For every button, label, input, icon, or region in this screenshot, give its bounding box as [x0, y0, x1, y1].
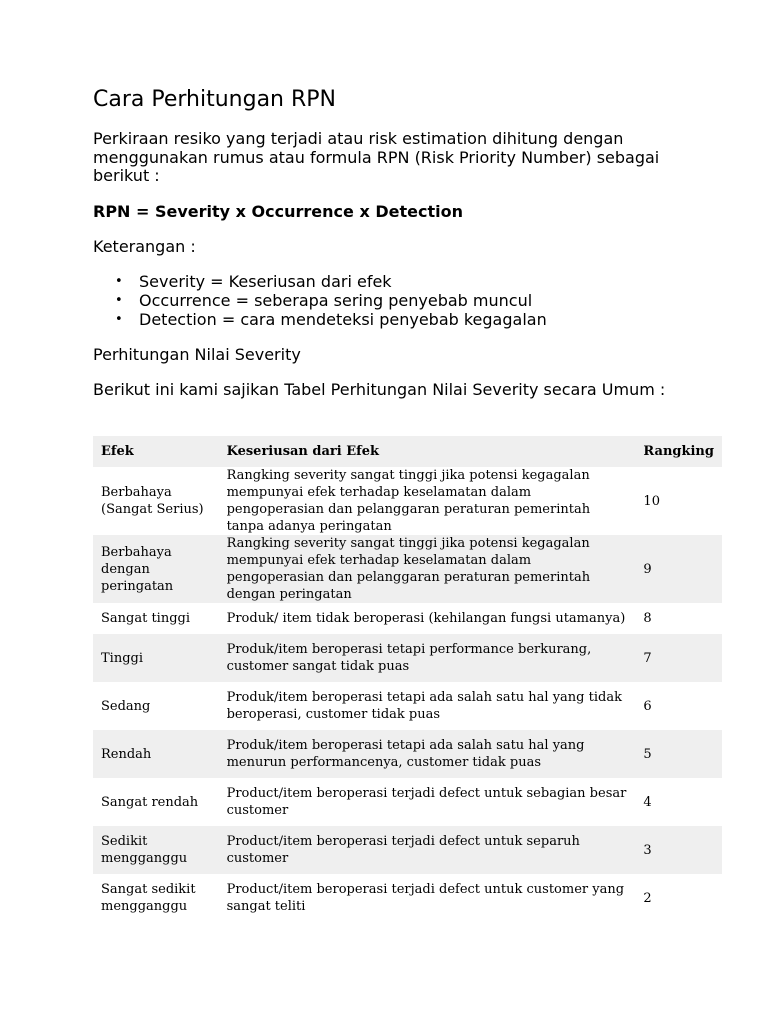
table-row — [93, 467, 722, 535]
table-row — [93, 874, 722, 922]
table-row — [93, 535, 722, 603]
page-title: Cara Perhitungan RPN — [93, 87, 336, 112]
cell-desc: Product/item beroperasi terjadi defect untuk sebagian besar customer — [219, 778, 636, 826]
cell-desc: Rangking severity sangat tinggi jika potensi kegagalan mempunyai efek terhadap keselamatan dalam pengoperasian dan pelanggaran peraturan pemerintah dengan peringatan — [219, 535, 636, 603]
cell-desc: Produk/ item tidak beroperasi (kehilangan fungsi utamanya) — [219, 603, 636, 634]
section-subheading: Perhitungan Nilai Severity — [93, 345, 301, 364]
table-row — [93, 682, 722, 730]
table-row — [93, 778, 722, 826]
cell-rank: 2 — [635, 874, 722, 922]
cell-rank: 8 — [635, 603, 722, 634]
bullet-icon: • — [115, 293, 123, 308]
cell-efek: Sangat rendah — [93, 778, 219, 826]
term: Occurrence — [139, 291, 231, 310]
intro-paragraph: Perkiraan resiko yang terjadi atau risk estimation dihitung dengan menggunakan rumus atau formula RPN (Risk Priority Number) sebagai berikut : — [93, 129, 660, 185]
cell-rank: 4 — [635, 778, 722, 826]
cell-rank: 10 — [635, 467, 722, 535]
table-header-row — [93, 436, 722, 467]
column-header-rangking: Rangking — [635, 436, 722, 467]
cell-efek: Sangat sedikit mengganggu — [93, 874, 219, 922]
cell-rank: 3 — [635, 826, 722, 874]
table-row — [93, 603, 722, 634]
cell-desc: Produk/item beroperasi tetapi ada salah satu hal yang menurun performancenya, customer tidak puas — [219, 730, 636, 778]
term: Severity — [139, 272, 206, 291]
cell-efek: Berbahaya dengan peringatan — [93, 535, 219, 603]
term-description: Keseriusan dari efek — [228, 272, 392, 291]
cell-efek: Sedikit mengganggu — [93, 826, 219, 874]
separator: = — [205, 272, 229, 291]
cell-desc: Product/item beroperasi terjadi defect untuk customer yang sangat teliti — [219, 874, 636, 922]
column-header-efek: Efek — [93, 436, 219, 467]
cell-rank: 5 — [635, 730, 722, 778]
cell-efek: Rendah — [93, 730, 219, 778]
rpn-formula: RPN = Severity x Occurrence x Detection — [93, 202, 463, 221]
list-item — [93, 291, 547, 310]
definition-list — [93, 272, 547, 329]
table-row — [93, 730, 722, 778]
term: Detection — [139, 310, 217, 329]
table-row — [93, 826, 722, 874]
list-item — [93, 272, 547, 291]
cell-rank: 7 — [635, 634, 722, 682]
severity-table — [93, 436, 722, 922]
cell-desc: Rangking severity sangat tinggi jika potensi kegagalan mempunyai efek terhadap keselamatan dalam pengoperasian dan pelanggaran peraturan pemerintah tanpa adanya peringatan — [219, 467, 636, 535]
cell-desc: Produk/item beroperasi tetapi performance berkurang, customer sangat tidak puas — [219, 634, 636, 682]
term-description: cara mendeteksi penyebab kegagalan — [240, 310, 547, 329]
term-description: seberapa sering penyebab muncul — [254, 291, 533, 310]
bullet-icon: • — [115, 274, 123, 289]
cell-desc: Produk/item beroperasi tetapi ada salah satu hal yang tidak beroperasi, customer tidak puas — [219, 682, 636, 730]
cell-rank: 9 — [635, 535, 722, 603]
separator: = — [216, 310, 241, 329]
list-item — [93, 310, 547, 329]
cell-efek: Sangat tinggi — [93, 603, 219, 634]
cell-desc: Product/item beroperasi terjadi defect untuk separuh customer — [219, 826, 636, 874]
cell-efek: Sedang — [93, 682, 219, 730]
column-header-keseriusan: Keseriusan dari Efek — [219, 436, 636, 467]
table-row — [93, 634, 722, 682]
cell-efek: Tinggi — [93, 634, 219, 682]
table-intro-paragraph: Berikut ini kami sajikan Tabel Perhitungan Nilai Severity secara Umum : — [93, 380, 666, 399]
separator: = — [230, 291, 255, 310]
cell-rank: 6 — [635, 682, 722, 730]
bullet-icon: • — [115, 312, 123, 327]
cell-efek: Berbahaya (Sangat Serius) — [93, 467, 219, 535]
keterangan-label: Keterangan : — [93, 237, 196, 256]
